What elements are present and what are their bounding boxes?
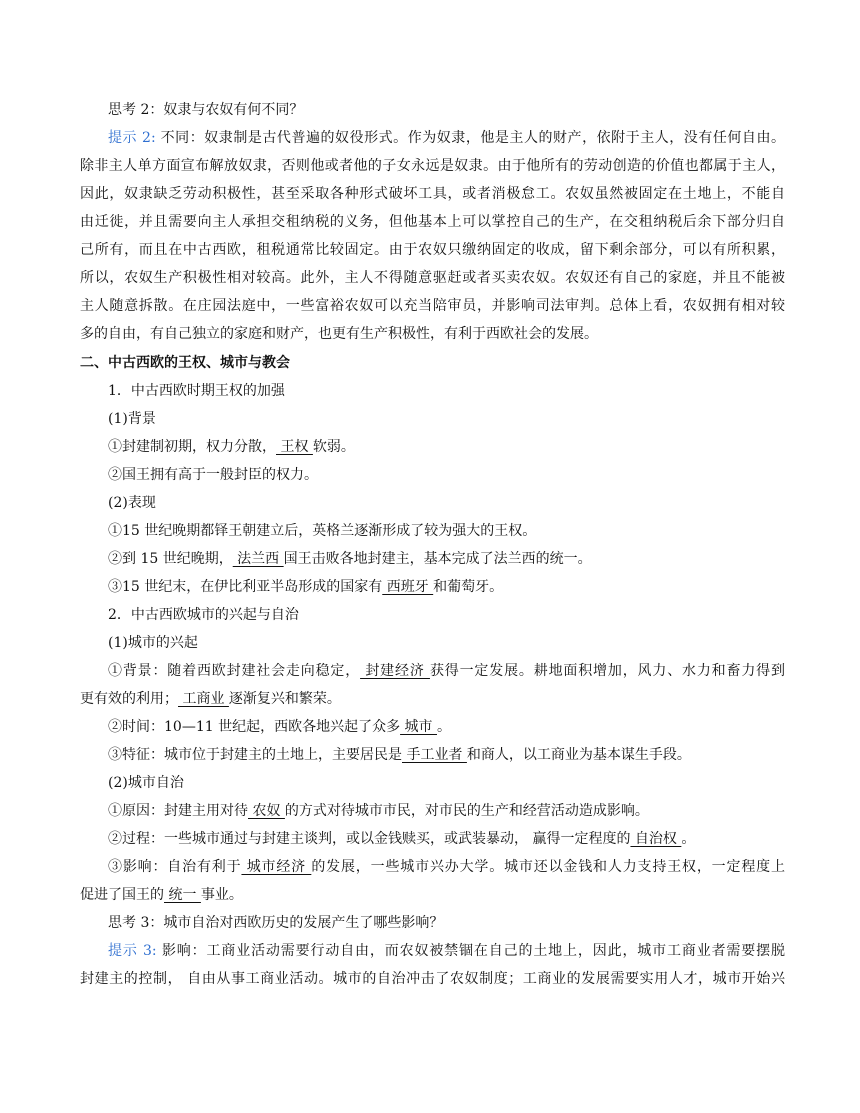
background-item-1: ①封建制初期，权力分散， 王权 软弱。 xyxy=(108,439,355,455)
think3-hint-line-2: 封建主的控制， 自由从事工商业活动。城市的自治冲击了农奴制度；工商业的发展需要实用人才，城市开始兴 xyxy=(80,971,785,987)
think2-hint-line-2: 除非主人单方面宣布解放奴隶，否则他或者他的子女永远是奴隶。由于他所有的劳动创造的价值也都属于主人， xyxy=(80,158,785,174)
background-item-2: ②国王拥有高于一般封臣的权力。 xyxy=(108,467,318,483)
city-autonomy-item-2: ②过程：一些城市通过与封建主谈判，或以金钱赎买，或武装暴动， 赢得一定程度的 自治权 。 xyxy=(108,831,696,847)
city-autonomy-item-3: ③影响：自治有利于 城市经济 的发展，一些城市兴办大学。城市还以金钱和人力支持王权，一定程度上 xyxy=(108,859,785,875)
city-rise-item-1: ①背景：随着西欧封建社会走向稳定， 封建经济 获得一定发展。耕地面积增加，风力、水力和畜力得到 xyxy=(108,663,785,679)
fill-blank: 工商业 xyxy=(178,691,229,707)
city-autonomy-title: (2)城市自治 xyxy=(108,775,184,791)
fill-blank: 西班牙 xyxy=(382,579,434,595)
fill-blank: 农奴 xyxy=(248,803,285,819)
think2-hint-line-8: 多的自由，有自己独立的家庭和财产，也更有生产积极性，有利于西欧社会的发展。 xyxy=(80,326,598,342)
hint-label: 提示 2: xyxy=(108,130,156,146)
think3-question: 思考 3：城市自治对西欧历史的发展产生了哪些影响？ xyxy=(108,915,444,931)
subsection-title: 2．中古西欧城市的兴起与自治 xyxy=(108,607,299,623)
manifestation-item-2: ②到 15 世纪晚期， 法兰西 国王击败各地封建主，基本完成了法兰西的统一。 xyxy=(108,551,592,567)
fill-blank: 封建经济 xyxy=(360,663,430,679)
fill-blank: 手工业者 xyxy=(402,747,467,763)
think2-hint-line-4: 由迁徙，并且需要向主人承担交租纳税的义务，但他基本上可以掌控自己的生产，在交租纳税后余下部分归自 xyxy=(80,214,785,230)
think2-hint-line-6: 所以，农奴生产积极性相对较高。此外，主人不得随意驱赶或者买卖农奴。农奴还有自己的家庭，并且不能被 xyxy=(80,270,785,286)
manifestation-title: (2)表现 xyxy=(108,495,156,511)
think3-hint-line-1: 提示 3: 影响：工商业活动需要行动自由，而农奴被禁锢在自己的土地上，因此，城市工商业者需要摆脱 xyxy=(108,943,785,959)
background-title: (1)背景 xyxy=(108,411,156,427)
manifestation-item-3: ③15 世纪末，在伊比利亚半岛形成的国家有 西班牙 和葡萄牙。 xyxy=(108,579,504,595)
think2-hint-line-3: 因此，奴隶缺乏劳动积极性，甚至采取各种形式破坏工具，或者消极怠工。农奴虽然被固定在土地上，不能自 xyxy=(80,186,785,202)
think2-hint-line-5: 己所有，而且在中古西欧，租税通常比较固定。由于农奴只缴纳固定的收成，留下剩余部分，可以有所积累， xyxy=(80,242,785,258)
city-rise-item-3: ③特征：城市位于封建主的土地上，主要居民是 手工业者 和商人，以工商业为基本谋生手段。 xyxy=(108,747,691,763)
subsection-title: 1．中古西欧时期王权的加强 xyxy=(108,383,285,399)
fill-blank: 法兰西 xyxy=(232,551,284,567)
city-autonomy-item-1: ①原因：封建主用对待 农奴 的方式对待城市市民，对市民的生产和经营活动造成影响。 xyxy=(108,803,649,819)
hint-label: 提示 3: xyxy=(108,943,157,959)
city-rise-title: (1)城市的兴起 xyxy=(108,635,198,651)
city-rise-item-2: ②时间：10—11 世纪起，西欧各地兴起了众多 城市 。 xyxy=(108,719,451,735)
think2-hint-line-1: 提示 2: 不同：奴隶制是古代普遍的奴役形式。作为奴隶，他是主人的财产，依附于主人，没有任何自由。 xyxy=(108,130,785,146)
think2-hint-line-7: 主人随意拆散。在庄园法庭中，一些富裕农奴可以充当陪审员，并影响司法审判。总体上看，农奴拥有相对较 xyxy=(80,298,785,314)
manifestation-item-1: ①15 世纪晚期都铎王朝建立后，英格兰逐渐形成了较为强大的王权。 xyxy=(108,523,537,539)
fill-blank: 统一 xyxy=(164,887,201,903)
city-rise-item-1-cont: 更有效的利用； 工商业 逐渐复兴和繁荣。 xyxy=(80,691,341,707)
fill-blank: 城市经济 xyxy=(241,859,312,875)
fill-blank: 自治权 xyxy=(630,831,682,847)
think2-question: 思考 2：奴隶与农奴有何不同？ xyxy=(108,102,304,118)
fill-blank: 城市 xyxy=(400,719,437,735)
city-autonomy-item-3-cont: 促进了国王的 统一 事业。 xyxy=(80,887,243,903)
section-heading: 二、中古西欧的王权、城市与教会 xyxy=(80,355,290,371)
fill-blank: 王权 xyxy=(276,439,313,455)
